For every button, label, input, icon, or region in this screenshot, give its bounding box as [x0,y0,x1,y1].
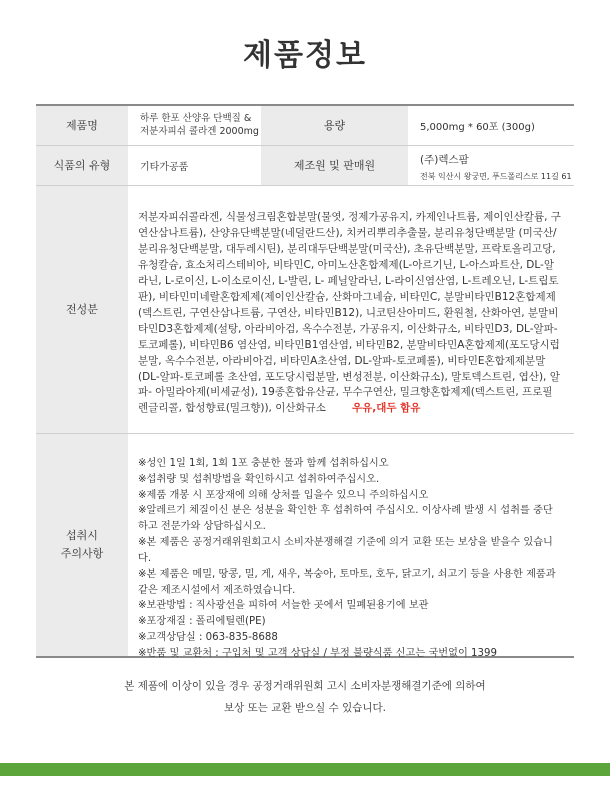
caution-label [36,434,128,656]
caution-label-line2: 주의사항 [60,547,104,560]
caution-item: ※포장재질 : 폴리에틸렌(PE) [138,616,266,628]
row-ingredients [36,186,574,434]
maker-value [408,146,572,185]
caution-item: ※보관방법 : 직사광선을 피하여 서늘한 곳에서 밀폐된용기에 보관 [138,600,429,612]
product-name-line2: 저분자피쉬 콜라겐 2000mg [140,125,259,137]
caution-label-line1: 섭취시 [66,529,98,543]
footer-line2: 보상 또는 교환 받으실 수 있습니다. [223,701,387,714]
capacity-label: 용량 [261,106,408,145]
footer-line1: 본 제품에 이상이 있을 경우 공정거래위원회 고시 소비자분쟁해결기준에 의하여 [124,680,486,692]
caution-item: ※본 제품은 공정거래위원회고시 소비자분쟁해결 기준에 의거 교환 또는 보상을 받을수 있습니다. [138,537,553,564]
product-name-line1: 하루 한포 산양유 단백질 & [140,113,252,125]
maker-address: 전북 익산시 왕궁면, 푸드폴리스로 11길 61 [420,172,572,181]
caution-item: ※섭취량 및 섭취방법을 확인하시고 섭취하여주십시오. [138,473,380,485]
row-product-name [36,106,574,146]
maker-name: (주)렉스팜 [420,154,469,166]
green-bar [0,763,610,776]
ingredients-value [128,186,574,433]
caution-item: ※알레르기 체질이신 분은 성분을 확인한 후 섭취하여 주십시오. 이상사례 발생 시 섭취를 중단하고 전문가와 상담하십시오. [138,505,553,533]
ingredients-label: 전성분 [36,186,128,433]
ingredients-text: 저분자피쉬콜라겐, 식물성크림혼합분말(물엿, 정제가공유지, 카제인나트륨, 제이인산칼륨, 구연산삼나트륨), 산양유단백분말(네덜란드산), 치커리뿌리추출물, 분리유청단백분말 (미국산/분리유청단백분말, 대두레시틴), 분리대두단백분말(미국산), 초유단백분말, 프락토올리고당, 유청칼슘, 효소처리스테비아, 비타민C, 아미노산혼합제제(L-아르기닌, L-아스파트산, DL-알라닌, L-로이신, L-이소로이신, L-발린, L- 페닐알라닌, L-라이신염산염, L-트레오닌, L-트립토판), 비타민미네랄혼합제제(제이인산칼슘, 산화마그네슘, 비타민C, 분말비타민B12혼합제제(덱스트린, 구연산삼나트륨, 구연산, 비타민B12), 니코틴산아미드, 환원철, 산화아연, 분말비타민D3혼합제제(설탕, 아라비아검, 옥수수전분, 가공유지, 이산화규소, 비타민D3, DL-알파-토코페롤), 비타민B6 염산염, 비타민B1염산염, 비타민B2, 분말비타민A혼합제제(포도당시럽분말, 옥수수전분, 아라비아검, 비타민A초산염, DL-알파-토코페롤), 비타민E혼합제제분말(DL-알파-토코페롤 초산염, 포도당시럽분말, 변성전분, 이산화규소), 말토덱스트린, 엽산), 알파- 아밀라아제(비세균성), 19종혼합유산균, 무수구연산, 밀크향혼합제제(덱스트린, 프로필렌글리콜, 합성향료(밀크향)), 이산화규소 [138,211,561,415]
product-name-label: 제품명 [36,106,128,145]
caution-item: ※본 제품은 메밀, 땅콩, 밀, 게, 새우, 복숭아, 토마토, 호두, 닭고기, 쇠고기 등을 사용한 제품과 같은 제조시설에서 제조하였습니다. [138,568,556,596]
caution-list [128,434,574,659]
food-type-value: 기타가공품 [140,162,189,173]
row-cautions [36,434,574,659]
food-type-label: 식품의 유형 [36,146,128,185]
row-food-type [36,146,574,186]
page-title: 제품정보 [243,38,367,73]
allergen-notice: 우유,대두 함유 [351,402,421,415]
product-name-value [128,106,261,145]
capacity-value: 5,000mg * 60포 (300g) [420,122,535,133]
caution-item: ※제품 개봉 시 포장재에 의해 상처를 입을수 있으니 주의하십시오 [138,489,429,501]
caution-item: ※반품 및 교환처 : 구입처 및 고객 상담실 / 부정 불량식품 신고는 국번없이 1399 [138,647,497,659]
footer-notice [0,676,610,719]
product-info-table [36,104,574,658]
maker-label: 제조원 및 판매원 [261,146,408,185]
caution-item: ※성인 1일 1회, 1회 1포 충분한 물과 함께 섭취하십시오 [138,458,389,469]
caution-item: ※고객상담실 : 063-835-8688 [138,631,278,643]
